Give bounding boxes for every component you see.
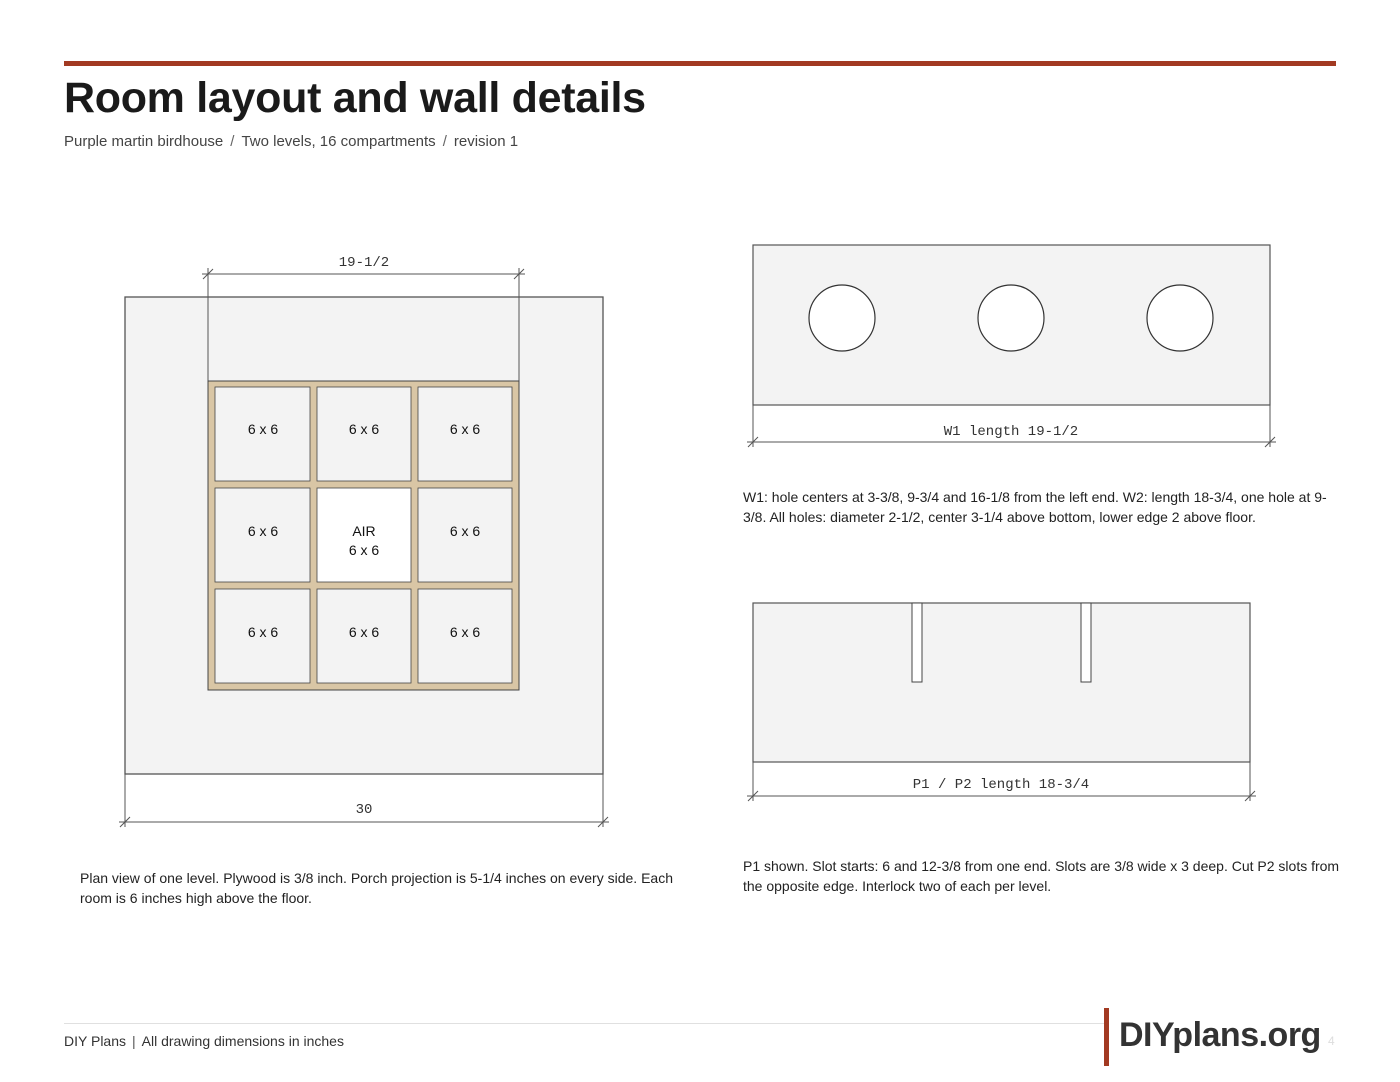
room-label: 6 x 6 <box>247 421 279 437</box>
entrance-hole <box>1147 285 1213 351</box>
partition-length-label: P1 / P2 length 18-3/4 <box>912 777 1090 793</box>
partition-slot <box>912 603 922 682</box>
partition-caption: P1 shown. Slot starts: 6 and 12-3/8 from one end. Slots are 3/8 wide x 3 deep. Cut P2 slots from the opposite edge. Interlock two of each per level. <box>743 858 1340 894</box>
subtitle-separator: / <box>230 133 235 150</box>
footer-rule <box>64 1023 1104 1024</box>
brand-accent-bar <box>1104 1008 1109 1066</box>
entrance-hole <box>809 285 875 351</box>
room-label: 6 x 6 <box>348 421 380 437</box>
air-room-size-label: 6 x 6 <box>348 542 380 558</box>
footer-text <box>64 1033 344 1049</box>
room-label: 6 x 6 <box>449 421 481 437</box>
wall-panel-view <box>747 245 1276 447</box>
subtitle-project: Purple martin birdhouse <box>64 133 224 150</box>
wall-caption: W1: hole centers at 3-3/8, 9-3/4 and 16-1/8 from the left end. W2: length 18-3/4, one hole at 9-3/8. All holes: diameter 2-1/2, center 3-1/4 above bottom, lower edge 2 above floor. <box>743 489 1327 525</box>
entrance-hole <box>978 285 1044 351</box>
room-label: 6 x 6 <box>449 624 481 640</box>
footer-separator: | <box>132 1033 136 1049</box>
room-label: 6 x 6 <box>348 624 380 640</box>
page-number: 4 <box>1328 1034 1335 1048</box>
page-title: Room layout and wall details <box>64 74 646 122</box>
width-dimension-label: 19-1/2 <box>338 255 390 271</box>
subtitle-separator: / <box>442 133 447 150</box>
base-dimension-label: 30 <box>355 802 373 818</box>
subtitle-revision: revision 1 <box>453 133 519 150</box>
room-label: 6 x 6 <box>449 523 481 539</box>
partition-view <box>747 603 1256 801</box>
subtitle-configuration: Two levels, 16 compartments <box>241 133 436 150</box>
footer-units-note: All drawing dimensions in inches <box>141 1033 344 1049</box>
room-label: 6 x 6 <box>247 624 279 640</box>
brand-logo: DIYplans.org <box>1119 1016 1321 1054</box>
partition-slot <box>1081 603 1091 682</box>
air-room-label: AIR <box>352 523 376 539</box>
base-dimension <box>119 774 609 827</box>
plan-view <box>119 255 609 827</box>
plan-caption: Plan view of one level. Plywood is 3/8 inch. Porch projection is 5-1/4 inches on every side. Each room is 6 inches high above the floor. <box>80 870 673 906</box>
partition-panel <box>753 603 1250 762</box>
room-label: 6 x 6 <box>247 523 279 539</box>
wall-length-label: W1 length 19-1/2 <box>943 424 1079 440</box>
footer-site-name: DIY Plans <box>64 1033 126 1049</box>
